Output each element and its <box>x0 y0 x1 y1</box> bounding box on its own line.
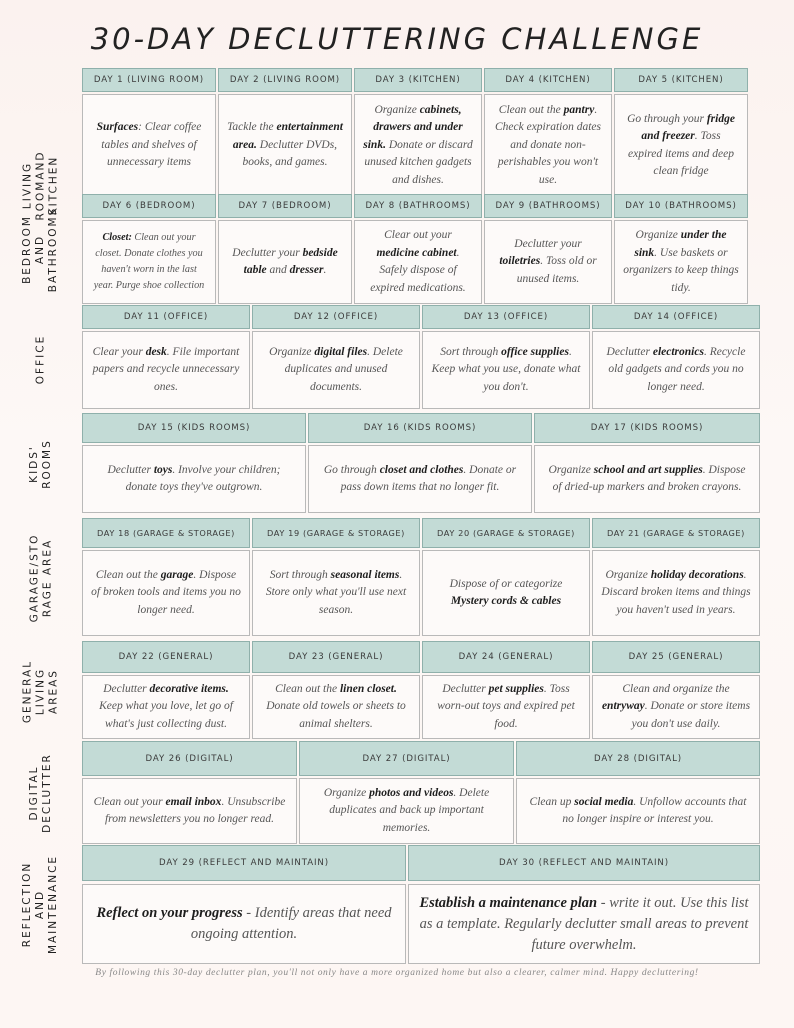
day-task: Establish a maintenance plan - write it out. Use this list as a template. Regularly declutter small areas to prevent future overwhelm. <box>408 884 760 964</box>
day-task: Organize school and art supplies. Dispose of dried-up markers and broken crayons. <box>534 445 760 513</box>
day-header: DAY 14 (OFFICE) <box>592 305 760 329</box>
day-header: DAY 28 (DIGITAL) <box>516 741 760 776</box>
day-header: DAY 25 (GENERAL) <box>592 641 760 673</box>
day-task: Declutter your toiletries. Toss old or unused items. <box>484 220 612 304</box>
section-garage-storage <box>82 518 760 636</box>
section-label-living-kitchen: LIVING ROOMAND KITCHEN <box>21 150 60 221</box>
day-header: DAY 20 (GARAGE & STORAGE) <box>422 518 590 548</box>
day-header: DAY 1 (LIVING ROOM) <box>82 68 216 92</box>
day-task: Tackle the entertainment area. Declutter DVDs, books, and games. <box>218 94 352 197</box>
day-task: Clear your desk. File important papers and recycle unnecessary ones. <box>82 331 250 409</box>
day-header: DAY 11 (OFFICE) <box>82 305 250 329</box>
day-header: DAY 16 (KIDS ROOMS) <box>308 413 532 443</box>
day-task: Go through your fridge and freezer. Toss expired items and deep clean fridge <box>614 94 748 197</box>
day-header: DAY 30 (REFLECT AND MAINTAIN) <box>408 845 760 881</box>
section-reflection <box>82 845 760 964</box>
footer-note: By following this 30-day declutter plan, you'll not only have a more organized home but also a clearer, calmer mind. Happy decluttering! <box>95 968 699 978</box>
day-task: Dispose of or categorize Mystery cords & cables <box>422 550 590 636</box>
day-header: DAY 27 (DIGITAL) <box>299 741 514 776</box>
page-title: 30-DAY DECLUTTERING CHALLENGE <box>90 22 704 56</box>
day-task: Sort through seasonal items. Store only what you'll use next season. <box>252 550 420 636</box>
day-header: DAY 18 (GARAGE & STORAGE) <box>82 518 250 548</box>
section-label-kids-rooms: KIDS' ROOMS <box>28 439 53 489</box>
section-digital <box>82 741 760 844</box>
day-task: Clean out the garage. Dispose of broken tools and items you no longer need. <box>82 550 250 636</box>
day-header: DAY 4 (KITCHEN) <box>484 68 612 92</box>
day-task: Organize under the sink. Use baskets or organizers to keep things tidy. <box>614 220 748 304</box>
day-header: DAY 10 (BATHROOMS) <box>614 194 748 218</box>
day-task: Go through closet and clothes. Donate or pass down items that no longer fit. <box>308 445 532 513</box>
section-general <box>82 641 760 739</box>
section-label-office: OFFICE <box>34 334 47 384</box>
day-task: Declutter electronics. Recycle old gadgets and cords you no longer need. <box>592 331 760 409</box>
day-task: Clean up social media. Unfollow accounts that no longer inspire or interest you. <box>516 778 760 844</box>
day-task: Clean and organize the entryway. Donate or store items you don't use daily. <box>592 675 760 739</box>
day-header: DAY 21 (GARAGE & STORAGE) <box>592 518 760 548</box>
day-task: Declutter pet supplies. Toss worn-out toys and expired pet food. <box>422 675 590 739</box>
day-task: Organize photos and videos. Delete duplicates and back up important memories. <box>299 778 514 844</box>
day-header: DAY 17 (KIDS ROOMS) <box>534 413 760 443</box>
day-header: DAY 26 (DIGITAL) <box>82 741 297 776</box>
day-task: Surfaces: Clear coffee tables and shelves of unnecessary items <box>82 94 216 197</box>
day-header: DAY 19 (GARAGE & STORAGE) <box>252 518 420 548</box>
day-task: Clean out your email inbox. Unsubscribe from newsletters you no longer read. <box>82 778 297 844</box>
section-bedroom-bathrooms <box>82 194 760 304</box>
section-label-reflection: REFLECTION AND MAINTENANCE <box>21 854 60 954</box>
day-header: DAY 8 (BATHROOMS) <box>354 194 482 218</box>
section-label-digital: DIGITAL DECLUTTER <box>28 753 53 833</box>
day-header: DAY 12 (OFFICE) <box>252 305 420 329</box>
day-header: DAY 9 (BATHROOMS) <box>484 194 612 218</box>
day-task: Clean out the pantry. Check expiration dates and donate non-perishables you won't use. <box>484 94 612 197</box>
day-task: Closet: Clean out your closet. Donate clothes you haven't worn in the last year. Purge shoe collection <box>82 220 216 304</box>
day-task: Reflect on your progress - Identify areas that need ongoing attention. <box>82 884 406 964</box>
day-task: Organize cabinets, drawers and under sink. Donate or discard unused kitchen gadgets and dishes. <box>354 94 482 197</box>
day-task: Declutter your bedside table and dresser. <box>218 220 352 304</box>
day-task: Clear out your medicine cabinet. Safely dispose of expired medications. <box>354 220 482 304</box>
day-header: DAY 5 (KITCHEN) <box>614 68 748 92</box>
day-header: DAY 7 (BEDROOM) <box>218 194 352 218</box>
section-living-kitchen <box>82 68 760 197</box>
day-header: DAY 15 (KIDS ROOMS) <box>82 413 306 443</box>
day-task: Organize holiday decorations. Discard broken items and things you haven't used in years. <box>592 550 760 636</box>
day-task: Sort through office supplies. Keep what you use, donate what you don't. <box>422 331 590 409</box>
day-task: Declutter toys. Involve your children; donate toys they've outgrown. <box>82 445 306 513</box>
section-label-garage-storage: GARAGE/STO RAGE AREA <box>28 533 53 623</box>
day-header: DAY 6 (BEDROOM) <box>82 194 216 218</box>
day-task: Declutter decorative items. Keep what you love, let go of what's just collecting dust. <box>82 675 250 739</box>
section-office <box>82 305 760 409</box>
section-label-general: GENERAL LIVING AREAS <box>21 659 60 723</box>
day-task: Clean out the linen closet. Donate old towels or sheets to animal shelters. <box>252 675 420 739</box>
day-header: DAY 29 (REFLECT AND MAINTAIN) <box>82 845 406 881</box>
day-header: DAY 3 (KITCHEN) <box>354 68 482 92</box>
day-header: DAY 2 (LIVING ROOM) <box>218 68 352 92</box>
day-task: Organize digital files. Delete duplicates and unused documents. <box>252 331 420 409</box>
day-header: DAY 22 (GENERAL) <box>82 641 250 673</box>
section-kids-rooms <box>82 413 760 513</box>
day-header: DAY 24 (GENERAL) <box>422 641 590 673</box>
day-header: DAY 23 (GENERAL) <box>252 641 420 673</box>
section-label-bedroom-bathrooms: BEDROOM AND BATHROOMS <box>21 206 60 292</box>
day-header: DAY 13 (OFFICE) <box>422 305 590 329</box>
